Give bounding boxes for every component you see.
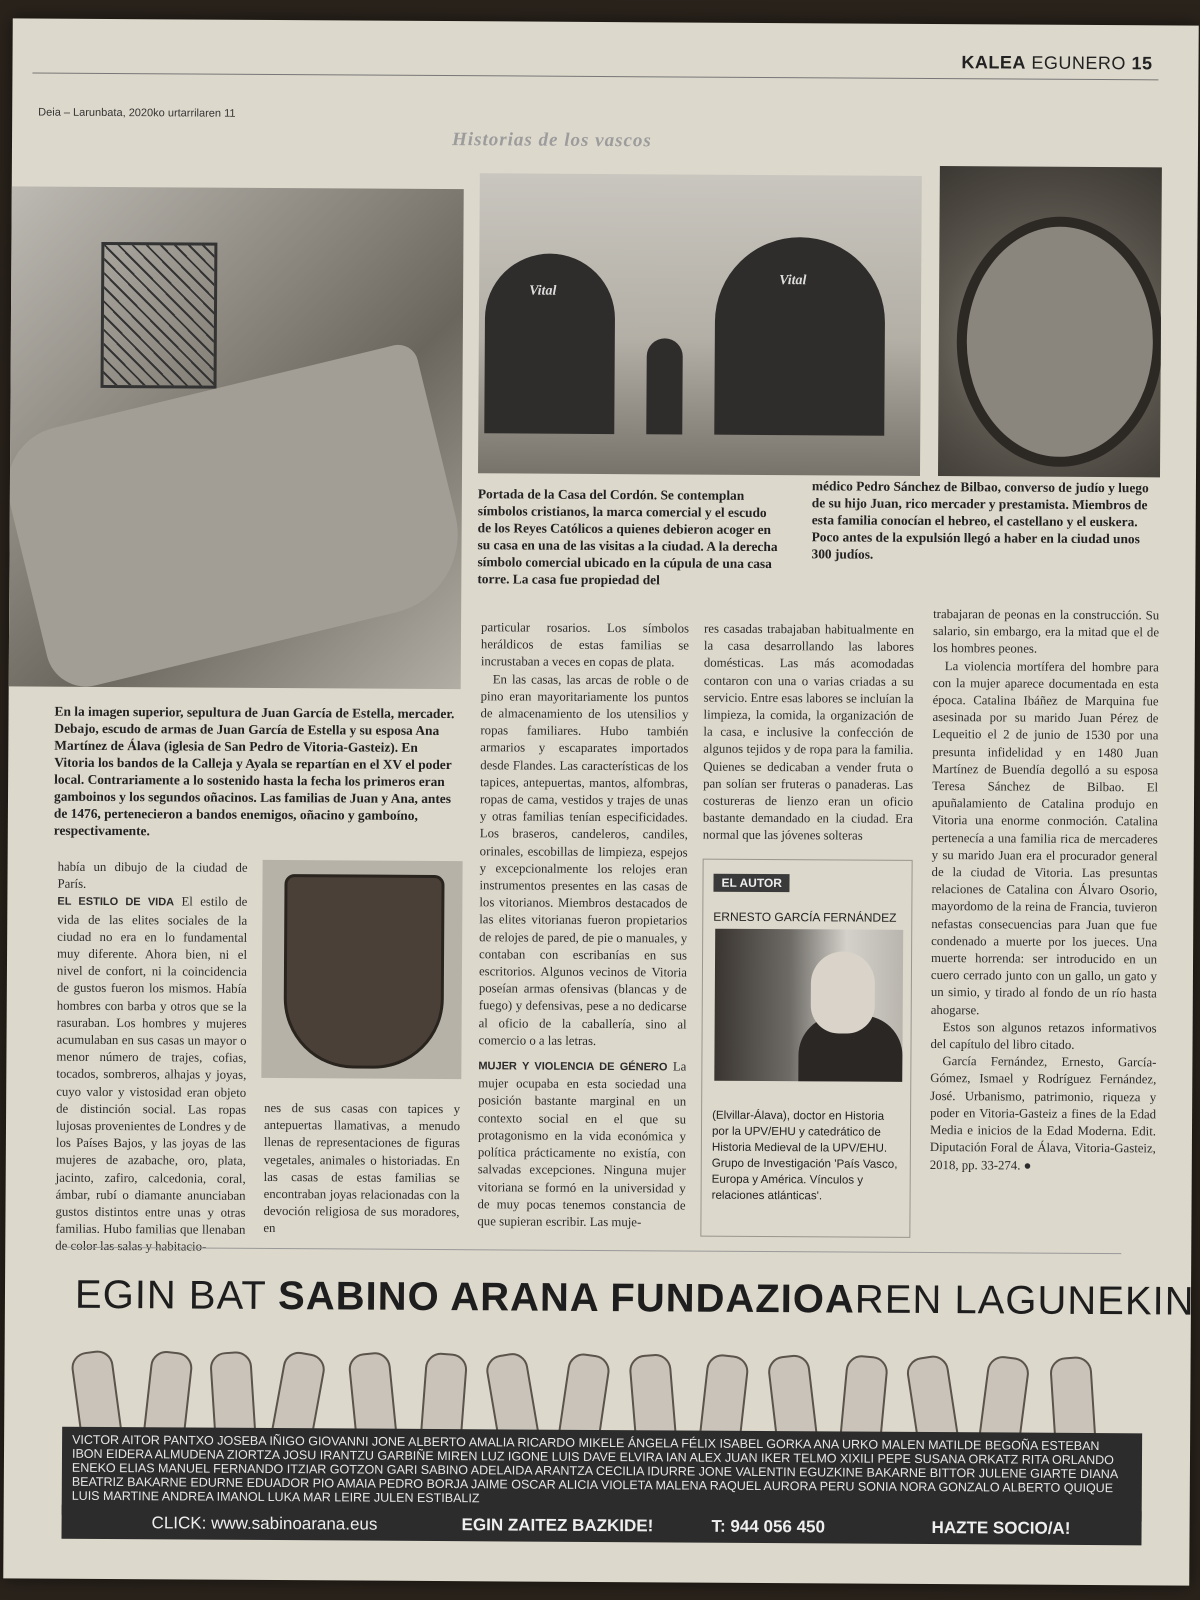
column-4 [703,621,914,846]
page-number: 15 [1131,53,1153,74]
ad-headline-part-1: EGIN BAT [74,1272,279,1319]
shield-icon [283,874,444,1069]
commercial-symbol-photo [938,166,1162,477]
column-3-para-2: En las casas, las arcas de roble o de pino eran mayoritariamente los puntos de almacenamiento de los utensilios y ropas familiares. Hubo también armarios y escaparates importados desde Flandes. Las características de los tapices, antepuertas, mantos, alfombras, ropas de cama, vestidos y trajes de unas y otras familias tenían especificidades. Los braseros, candeleros, candiles, orinales, escobillas de limpieza, espejos y excepcionalmente los relojes eran instrumentos presentes en las casas de los vitorianos. Miembros destacados de las elites vitorianas fueron propietarios de relojes de pared, de pie o manuales, y contaban con escribanías en sus escritorios. Algunos vecinos de Vitoria poseían armas ofensivas (blancas y de fuego) y defensivas, pese a no dedicarse al oficio de la caballería, sino al comercio o a las letras. [478,671,689,1048]
ad-socio: HAZTE SOCIO/A! [931,1518,1071,1538]
ad-website-link[interactable]: CLICK: www.sabinoarana.eus [151,1513,378,1534]
tomb-photo [9,186,464,689]
author-bio: (Elvillar-Álava), doctor en Historia por la UPV/EHU y catedrático de Historia Medieval de la UPV/EHU. Grupo de Investigación 'País Vasco, Europa y América. Vínculos y relaciones atlánticas'. [711,1108,898,1203]
author-head [811,951,875,1033]
column-3-para-3: La mujer ocupaba en esta sociedad una posición bastante marginal en un contexto social en el que su protagonismo en la vida económica y política prácticamente no existía, con salvadas excepciones. Ninguna mujer vitoriana se formó en la universidad y de muy pocas tenemos constancia de que supieran escribir. Las muje- [477,1059,687,1230]
column-5-para-1: trabajaran de peonas en la construcción. Su salario, sin embargo, era la mitad que el de los hombres peones. [932,607,1160,657]
advertisement [61,1255,1195,1572]
donor-names: VICTOR AITOR PANTXO JOSEBA IÑIGO GIOVANNI JONE ALBERTO AMALIA RICARDO MIKELE ÁNGELA FÉLIX ISABEL GORKA ANA URKO MALEN MATILDE BEGOÑA ESTEBAN IBON EIDERA ALMUDENA ZIORTZA JOSU IRANTZU GARBIÑE MIREN LUZ IGONE LUIS DAVE ELVIRA IAN ALEX JUAN IKER TELMO XIXILI PEPE SUSANA ORKATZ RITA ORLANDO ENEKO ELIAS MANUEL FERNANDO ITZIAR GOTZON GARI SABINO ADELAIDA ARANTZA CECILIA IDURRE JONE VALENTIN EGUZKINE BAKARNE BITTOR JULENE GIARTE DIANA BEATRIZ BAKARNE EDURNE EDUADOR PIO AMAIA PEDRO BORJA JAIME OSCAR ALICIA VIOLETA MALENA RAQUEL AURORA PERU SONIA NORA GONZALO ALBERTO QUIQUE LUIS MARTINE ANDREA IMANOL LUKA MAR LEIRE JULEN ESTIBALIZ [62,1427,1143,1522]
newspaper-page [3,18,1199,1585]
subhead-women: MUJER Y VIOLENCIA DE GÉNERO [478,1060,668,1074]
caption-right: médico Pedro Sánchez de Bilbao, converso de judío y luego de su hijo Juan, rico mercader y prestamista. Miembros de esta familia conocían el hebreo, el castellano y el euskera. Poco antes de la expulsión llegó a haber en la ciudad unos 300 judíos. [811,478,1149,562]
brand: KALEA [961,52,1027,73]
column-5 [930,606,1159,1175]
subhead-lifestyle: EL ESTILO DE VIDA [57,896,175,909]
issue-date: Deia – Larunbata, 2020ko urtarrilaren 11 [38,106,236,120]
column-5-para-3: Estos son algunos retazos informativos del capítulo del libro citado. [930,1019,1157,1052]
ad-phone[interactable]: T: 944 056 450 [711,1516,826,1537]
caption-middle: Portada de la Casa del Cordón. Se contemplan símbolos cristianos, la marca comercial y el escudo de los Reyes Católicos a quienes debieron acoger en su casa en una de las visitas a la ciudad. A la derecha símbolo comercial ubicado en la cúpula de una casa torre. La casa fue propiedad del [477,486,778,588]
page-header [961,52,1152,74]
column-5-para-2: La violencia mortífera del hombre para con la mujer aparece documentada en esta época. Catalina Ibáñez de Marquina fue asesinada por su marido Juan Pérez de Lequeitio el 2 de junio de 1530 por una presunta infidelidad y en 1480 Juan Martínez de Buendía degolló a su esposa Teresa Sánchez de Bilbao. El apuñalamiento de Catalina produjo en Vitoria una enorme conmoción. Catalina pertenecía a una familia rica de mercaderes y su marido Juan era el procurador general de la ciudad de Vitoria. Las presuntas relaciones de Catalina con Álvaro Osorio, mayordomo de la reina de Francia, tuvieron nefastas consecuencias para Juan que fue condenado a muerte por los jueces. Una muerte horrenda: ser introducido en un cuero cerrado junto con un gallo, un gato y un simio, y tirado al fondo de un río hasta ahogarse. [930,658,1159,1017]
column-1-body: El estilo de vida de las elites sociales de la ciudad no era en lo fundamental muy diferente. Ahora bien, ni el nivel de confort, ni la coincidencia de gustos fueron los mismos. Había hombres con barba y otros que se la rasuraban. Los hombres y mujeres acumulaban en sus casas un mayor o menor número de trajes, cofias, tocados, sombreros, alhajas y joyas, cuyo valor y vistosidad eran objeto de distinción social. Las ropas lujosas provenientes de Londres y de los Países Bajos, y las joyas de las mujeres de azabache, oro, plata, jacinto, zafiro, calcedonia, coral, ámbar, rubí o diamante anunciaban gustos distintos entre unas y otras familias. Hubo familias que llenaban de color las salas y habitacio- [55,894,248,1255]
ad-join: EGIN ZAITEZ BAZKIDE! [461,1515,654,1536]
vital-sign-right: Vital [779,273,807,289]
author-name: ERNESTO GARCÍA FERNÁNDEZ [713,909,897,925]
coat-of-arms-photo [261,860,462,1079]
vital-sign-left: Vital [529,283,557,299]
column-4-body: res casadas trabajaban habitualmente en la casa desarrollando las labores domésticas. Las más acomodadas contaron con una o varias criadas a su servicio. Entre esas labores se incluían la limpieza, la comida, la organización de la casa, e inclusive la confección de algunos tejidos y de ropa para la familia. Quienes se dedicaban a vender fruta o pan solían ser fruteras o panaderas. Las costureras de lienzo eran un oficio bastante demandado en la ciudad. Era normal que las jóvenes solteras [702,621,915,844]
ad-footer [61,1505,1141,1546]
header-rule [32,73,1158,81]
author-tag: EL AUTOR [713,874,790,892]
column-3 [477,619,689,1231]
column-1 [55,859,247,1257]
ad-headline-part-3: REN LAGUNEKIN [854,1277,1195,1324]
ad-headline [75,1273,1195,1325]
section-kicker: Historias de los vascos [451,129,652,152]
caption-left: En la imagen superior, sepultura de Juan García de Estella, mercader. Debajo, escudo de armas de Juan García de Estella y su esposa Ana Martínez de Álava (iglesia de San Pedro de Vitoria-Gasteiz). En Vitoria los bandos de la Calleja y Ayala se repartían en el XV el poder local. Contrariamente a lo sostenido hasta la fecha los primeros eran gamboinos y los segundos oñacinos. Las familias de Juan y Ana, antes de 1476, pertenecieron a bandos enemigos, oñacino y gamboíno, respectivamente. [53,703,455,839]
section-name: EGUNERO [1031,52,1127,74]
column-1-lead: había un dibujo de la ciudad de París. [57,859,248,892]
column-3-para-1: particular rosarios. Los símbolos heráldicos de estas familias se incrustaban a veces en copas de plata. [480,620,690,670]
author-photo [714,929,903,1082]
ad-headline-foundation: SABINO ARANA FUNDAZIOA [277,1274,856,1322]
column-5-reference: García Fernández, Ernesto, García-Gómez, Ismael y Rodríguez Fernández, José. Urbanismo, patrimonio, riqueza y poder en Vitoria-Gasteiz a fines de la Edad Media e inicios de la Edad Moderna. Edit. Diputación Foral de Álava, Vitoria-Gasteiz, 2018, pp. 33-274. ● [929,1054,1157,1173]
column-2-body: nes de sus casas con tapices y antepuertas llamativas, a menudo llenas de representaciones de figuras vegetales, animales o historiadas. En las casas de estas familias se encontraban joyas relacionadas con la devoción religiosa de sus moradores, en [263,1100,461,1236]
casa-del-cordon-photo [478,173,922,476]
column-2 [263,1100,460,1239]
